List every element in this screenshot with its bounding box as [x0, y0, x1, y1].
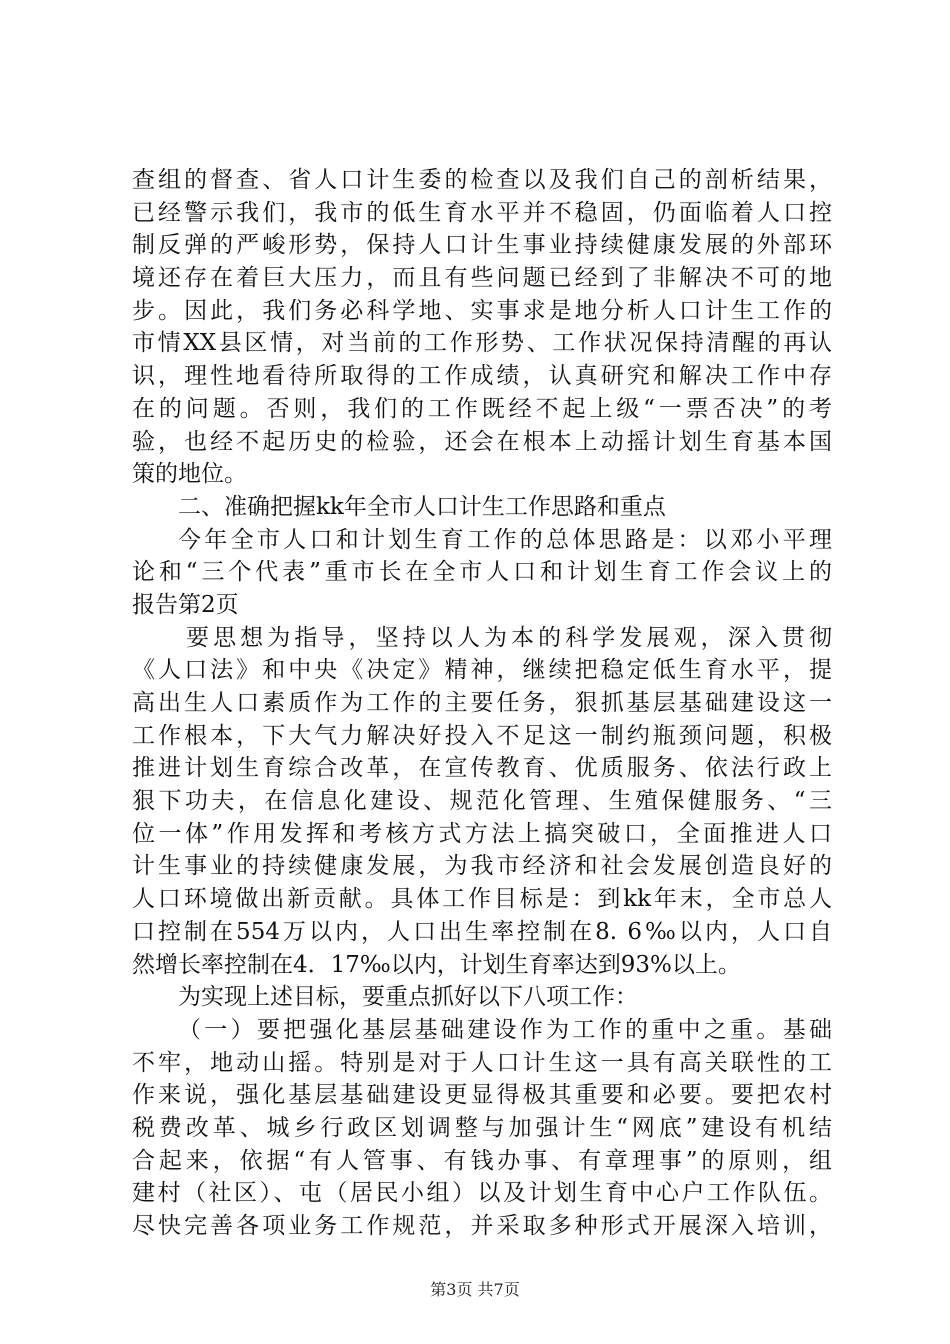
section-heading: 二、准确把握kk年全市人口计生工作思路和重点 [178, 493, 666, 520]
text-line: 人口环境做出新贡献。具体工作目标是：到kk年末，全市总人 [132, 886, 832, 913]
text-line: 验，也经不起历史的检验，还会在根本上动摇计划生育基本国 [132, 428, 832, 455]
text-line: 不牢，地动山摇。特别是对于人口计生这一具有高关联性的工 [132, 1049, 832, 1076]
text-line: 识，理性地看待所取得的工作成绩，认真研究和解决工作中存 [132, 363, 832, 390]
text-line: 推进计划生育综合改革，在宣传教育、优质服务、依法行政上 [132, 755, 832, 782]
text-line: 今年全市人口和计划生育工作的总体思路是：以邓小平理 [178, 526, 832, 553]
text-line: 高出生人口素质作为工作的主要任务，狠抓基层基础建设这一 [132, 690, 832, 716]
text-line: 为实现上述目标，要重点抓好以下八项工作： [178, 984, 638, 1011]
text-line: 建村（社区）、屯（居民小组）以及计划生育中心户工作队伍。 [132, 1180, 832, 1207]
text-line: 要思想为指导，坚持以人为本的科学发展观，深入贯彻 [186, 624, 832, 651]
text-line: 制反弹的严峻形势，保持人口计生事业持续健康发展的外部环 [132, 232, 832, 259]
text-line: 策的地位。 [132, 461, 247, 488]
text-line: 论和“三个代表”重市长在全市人口和计划生育工作会议上的 [132, 559, 832, 586]
text-line: 合起来，依据“有人管事、有钱办事、有章理事”的原则，组 [132, 1147, 832, 1174]
text-line: 口控制在554万以内，人口出生率控制在8. 6‰以内，人口自 [132, 918, 832, 945]
text-line: 在的问题。否则，我们的工作既经不起上级“一票否决”的考 [132, 395, 832, 422]
text-line: 税费改革、城乡行政区划调整与加强计生“网底”建设有机结 [132, 1114, 832, 1141]
document-body [132, 164, 832, 1243]
text-line: 市情XX县区情，对当前的工作形势、工作状况保持清醒的再认 [132, 330, 832, 357]
text-line: 计生事业的持续健康发展，为我市经济和社会发展创造良好的 [132, 853, 832, 880]
text-line: 查组的督查、省人口计生委的检查以及我们自己的剖析结果， [132, 167, 832, 193]
text-line: 报告第2页 [132, 591, 239, 618]
text-line: 《人口法》和中央《决定》精神，继续把稳定低生育水平，提 [132, 657, 832, 684]
text-line: 尽快完善各项业务工作规范，并采取多种形式开展深入培训， [132, 1213, 832, 1239]
text-line: 步。因此，我们务必科学地、实事求是地分析人口计生工作的 [132, 297, 832, 324]
text-line: 工作根本，下大气力解决好投入不足这一制约瓶颈问题，积极 [132, 722, 832, 749]
text-line: 狠下功夫，在信息化建设、规范化管理、生殖保健服务、“三 [132, 788, 832, 815]
text-line: 境还存在着巨大压力，而且有些问题已经到了非解决不可的地 [132, 265, 832, 292]
text-line: （一）要把强化基层基础建设作为工作的重中之重。基础 [178, 1016, 832, 1043]
text-line: 作来说，强化基层基础建设更显得极其重要和必要。要把农村 [132, 1082, 832, 1109]
page-footer: 第3页 共7页 [430, 1280, 520, 1299]
text-line: 已经警示我们，我市的低生育水平并不稳固，仍面临着人口控 [132, 199, 832, 226]
text-line: 然增长率控制在4．17‰以内，计划生育率达到93%以上。 [132, 951, 741, 978]
text-line: 位一体”作用发挥和考核方式方法上搞突破口，全面推进人口 [132, 820, 832, 847]
